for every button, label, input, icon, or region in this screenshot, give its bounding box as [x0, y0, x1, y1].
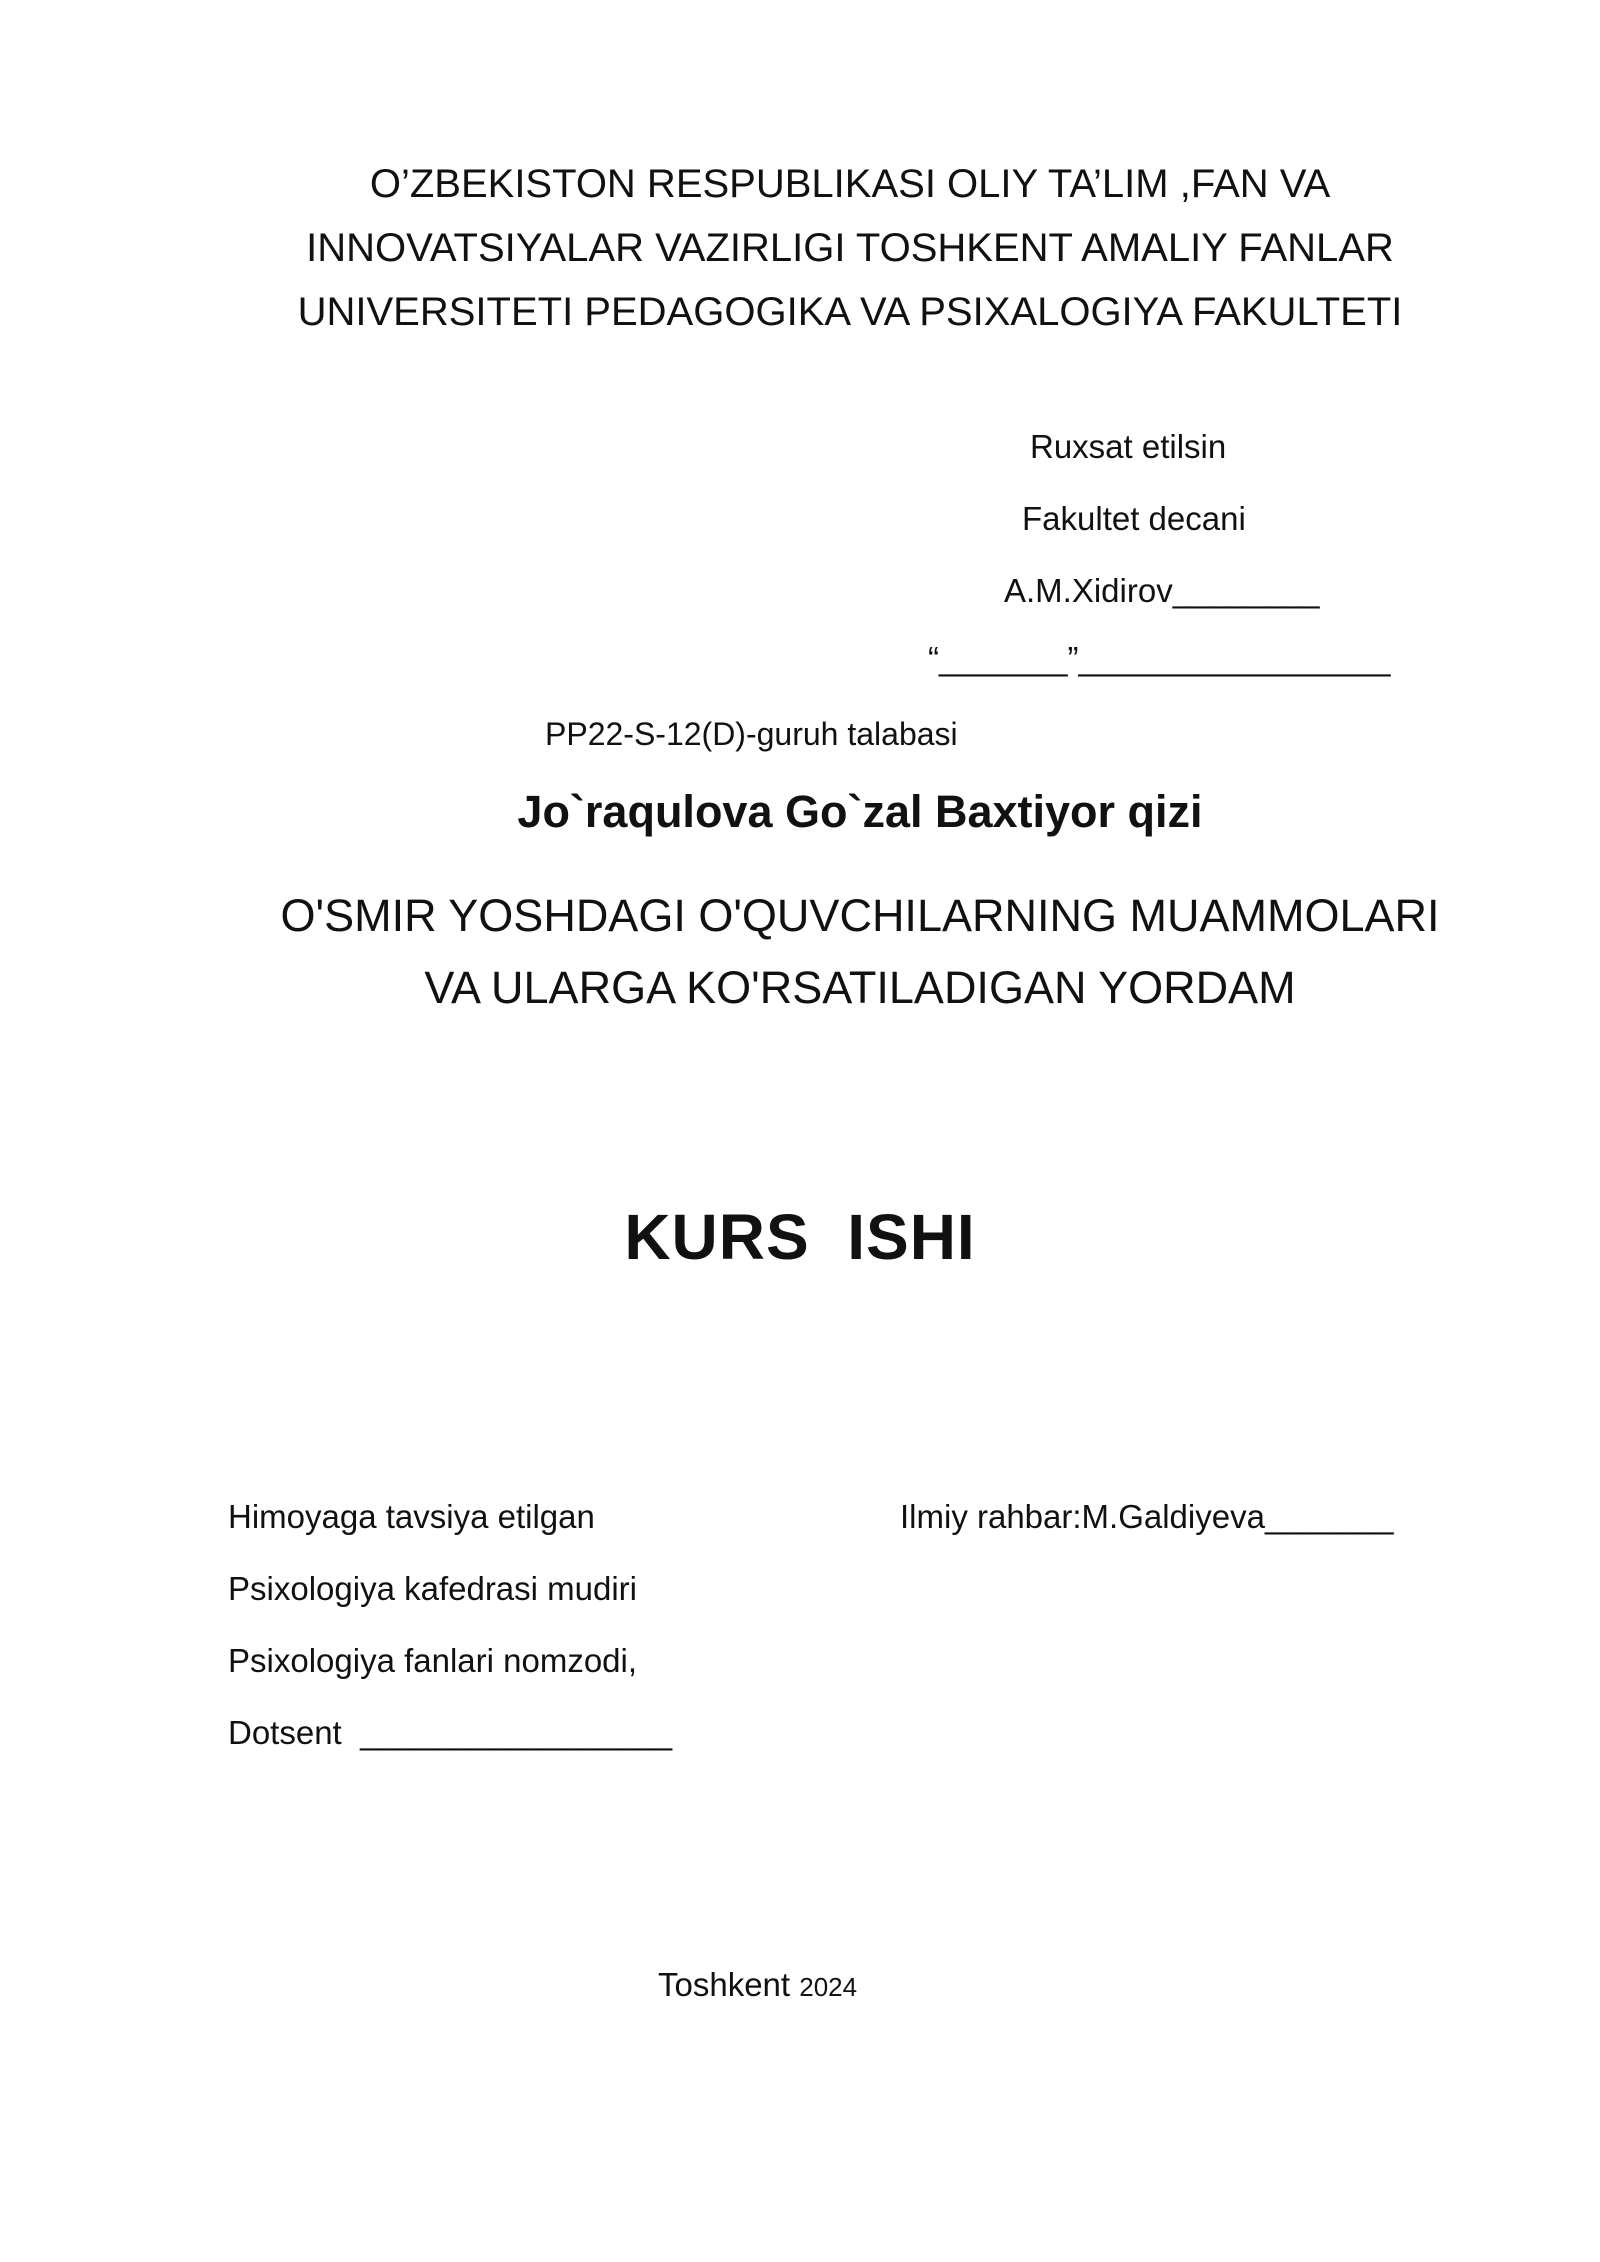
defense-candidate: Psixologiya fanlari nomzodi, [228, 1642, 638, 1679]
work-type-title: KURS ISHI [624, 1201, 976, 1273]
supervisor-line: Ilmiy rahbar:M.Galdiyeva_______ [900, 1498, 1394, 1535]
approval-date-line: “_______”_________________ [928, 640, 1391, 677]
approval-dean-signature: A.M.Xidirov________ [1004, 572, 1320, 609]
ministry-line-3: UNIVERSITETI PEDAGOGIKA VA PSIXALOGIYA FAKULTETI [297, 290, 1403, 334]
defense-dotsent: Dotsent _________________ [228, 1714, 673, 1751]
student-name: Jo`raqulova Go`zal Baxtiyor qizi [517, 786, 1203, 837]
footer-city: Toshkent [658, 1966, 791, 2003]
course-topic [200, 880, 1520, 1024]
approval-dean-title: Fakultet decani [1022, 500, 1246, 537]
student-group: PP22-S-12(D)-guruh talabasi [545, 716, 958, 752]
defense-recommended: Himoyaga tavsiya etilgan [228, 1498, 595, 1535]
ministry-line-2: INNOVATSIYALAR VAZIRLIGI TOSHKENT AMALIY FANLAR [306, 226, 1394, 270]
topic-line-1: O'SMIR YOSHDAGI O'QUVCHILARNING MUAMMOLARI [280, 890, 1440, 941]
ministry-line-1: O’ZBEKISTON RESPUBLIKASI OLIY TA’LIM ,FAN VA [369, 162, 1331, 206]
footer-year: 2024 [799, 1972, 858, 2002]
ministry-header [240, 152, 1460, 344]
topic-line-2: VA ULARGA KO'RSATILADIGAN YORDAM [424, 962, 1296, 1013]
footer-place-year [658, 1966, 857, 2004]
approval-ruxsat: Ruxsat etilsin [1030, 428, 1227, 465]
defense-department-head: Psixologiya kafedrasi mudiri [228, 1570, 638, 1607]
